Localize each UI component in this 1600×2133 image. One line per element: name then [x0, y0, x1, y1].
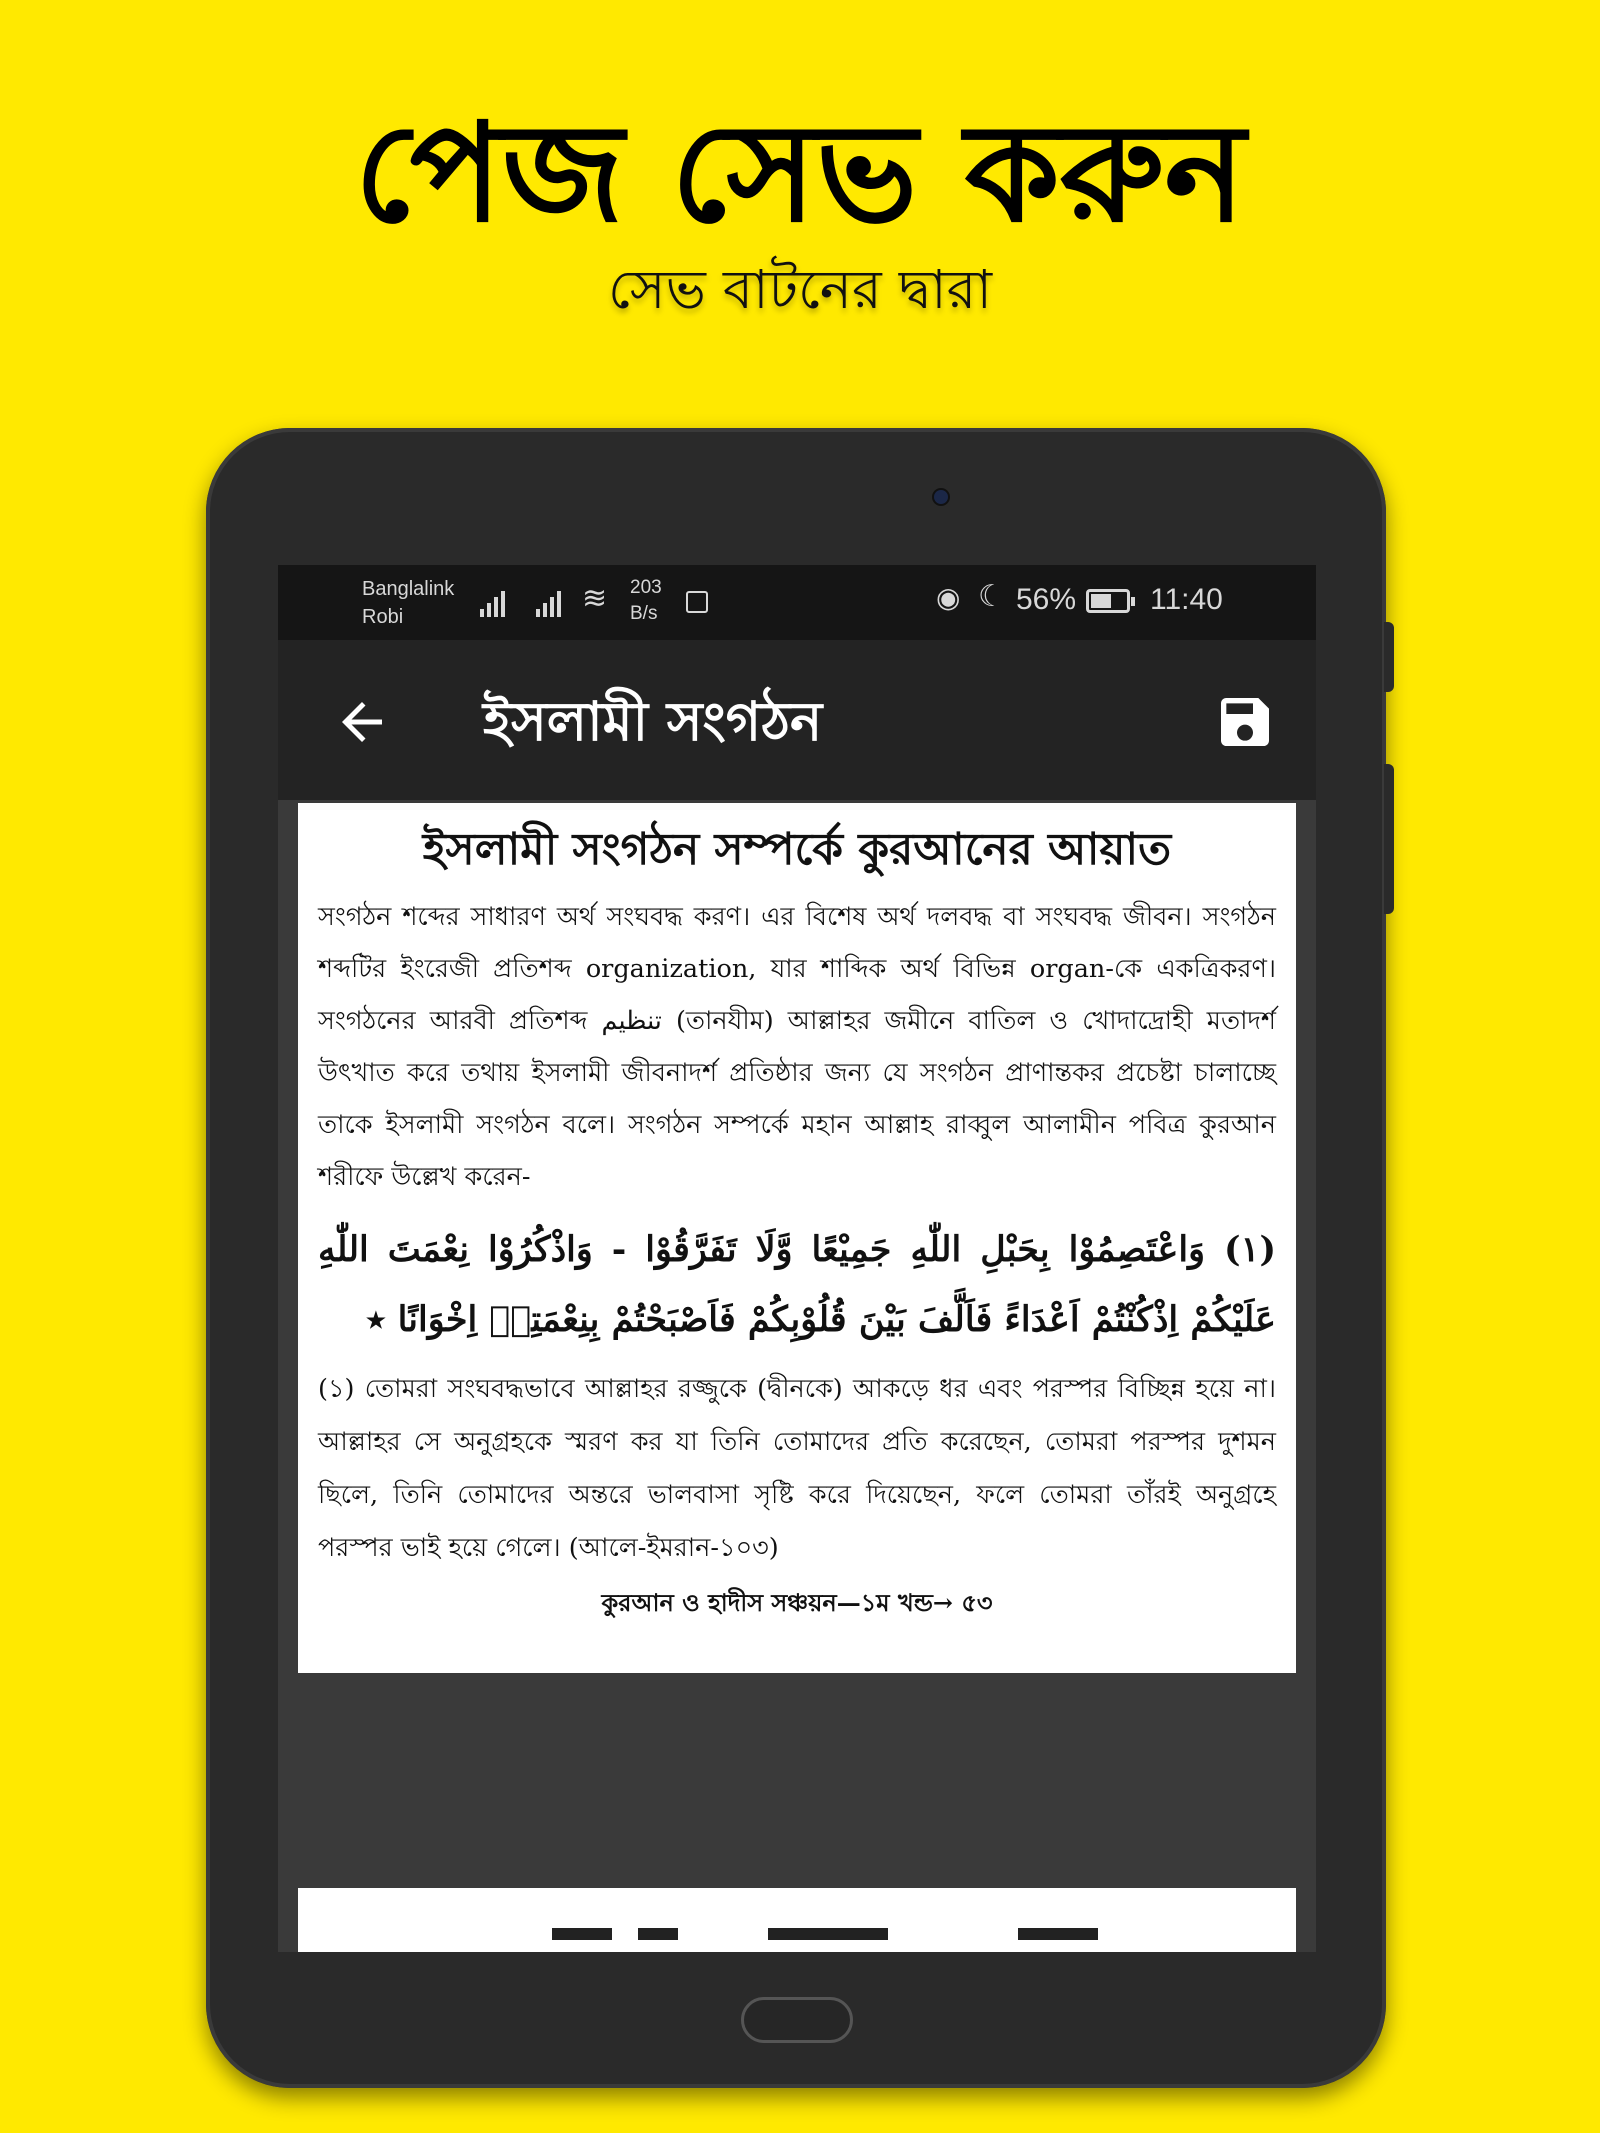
- sim-icon: [686, 591, 708, 613]
- moon-icon: ☾: [978, 580, 1005, 613]
- signal-icon: [536, 587, 570, 617]
- app-title: ইসলামী সংগঠন: [483, 690, 823, 753]
- battery-percent: 56%: [1016, 583, 1077, 616]
- home-button[interactable]: [741, 1997, 853, 2043]
- promo-subline: সেভ বাটনের দ্বারা: [607, 258, 993, 321]
- battery-icon: [1086, 589, 1130, 613]
- power-button: [1384, 764, 1394, 914]
- volume-button: [1384, 622, 1394, 692]
- wifi-icon: ≋: [582, 582, 608, 615]
- signal-icon: [480, 587, 514, 617]
- promo-headline: পেজ সেভ করুন: [354, 95, 1246, 253]
- carrier-1: Banglalink: [362, 578, 455, 600]
- status-time: 11:40: [1150, 583, 1223, 616]
- speed-unit: B/s: [630, 603, 658, 624]
- carrier-names: [362, 575, 454, 631]
- verse-translation: (১) তোমরা সংঘবদ্ধভাবে আল্লাহর রজ্জুকে (দ্বীনকে) আকড়ে ধর এবং পরস্পর বিচ্ছিন্ন হয়ে না। আল্লাহর সে অনুগ্রহকে স্মরণ কর যা তিনি তোমাদের প্রতি করেছেন, তোমরা পরস্পর দুশমন ছিলে, তিনি তোমাদের অন্তরে ভালবাসা সৃষ্টি করে দিয়েছেন, ফলে তোমরা তাঁরই অনুগ্রহে পরস্পর ভাই হয়ে গেলে। (আলে-ইমরান-১০৩): [318, 1374, 1276, 1563]
- network-speed: [630, 575, 662, 627]
- next-page-preview: [298, 1888, 1296, 1952]
- front-camera: [934, 490, 948, 504]
- eye-comfort-icon: ◉: [936, 582, 961, 613]
- page-reference: কুরআন ও হাদীস সঞ্চয়ন—১ম খন্ড→ ৫৩: [601, 1588, 993, 1617]
- arrow-left-icon[interactable]: [326, 686, 398, 758]
- scanned-page: [298, 803, 1296, 1673]
- speed-value: 203: [630, 577, 662, 598]
- floppy-disk-save-icon[interactable]: [1213, 690, 1277, 754]
- intro-paragraph: সংগঠন শব্দের সাধারণ অর্থ সংঘবদ্ধ করণ। এর বিশেষ অর্থ দলবদ্ধ বা সংঘবদ্ধ জীবন। সংগঠন শব্দটির ইংরেজী প্রতিশব্দ organization, যার শাব্দিক অর্থ বিভিন্ন organ-কে একত্রিকরণ। সংগঠনের আরবী প্রতিশব্দ تنظيم (তানযীম) আল্লাহর জমীনে বাতিল ও খোদাদ্রোহী মতাদর্শ উৎখাত করে তথায় ইসলামী জীবনাদর্শ প্রতিষ্ঠার জন্য যে সংগঠন প্রাণান্তকর প্রচেষ্টা চালাচ্ছে তাকে ইসলামী সংগঠন বলে। সংগঠন সম্পর্কে মহান আল্লাহ রাব্বুল আলামীন পবিত্র কুরআন শরীফে উল্লেখ করেন-: [318, 902, 1276, 1192]
- page-heading: ইসলামী সংগঠন সম্পর্কে কুরআনের আয়াত: [422, 824, 1172, 875]
- status-bar: [278, 565, 1316, 640]
- app-bar: [278, 640, 1316, 800]
- arabic-verse: (١) وَاعْتَصِمُوْا بِحَبْلِ اللّٰهِ جَمِيْعًا وَّلَا تَفَرَّقُوْا - وَاذْكُرُوْا نِعْمَتَ اللّٰهِ عَلَيْكُمْ اِذْكُنْتُمْ اَعْدَاءً فَاَلَّفَ بَيْنَ قُلُوْبِكُمْ فَاَصْبَحْتُمْ بِنِعْمَتِهٖ اِخْوَانًا ٭: [318, 1229, 1276, 1340]
- carrier-2: Robi: [362, 606, 404, 628]
- device-screen: [278, 565, 1316, 1952]
